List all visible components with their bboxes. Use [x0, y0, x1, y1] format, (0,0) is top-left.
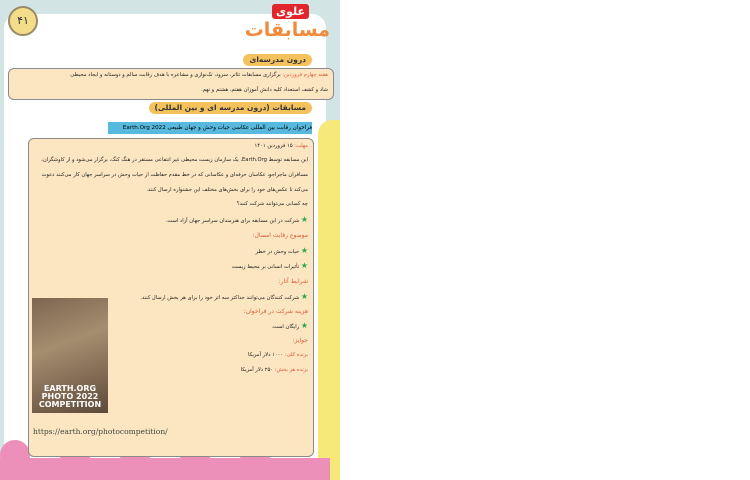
text-line: چه کسانی می‌توانند شرکت کنند؟	[236, 201, 308, 207]
bullet	[271, 321, 308, 330]
author-badge: علوی	[272, 4, 309, 19]
star-icon: ★	[300, 246, 308, 255]
page-number: ۴۱	[8, 6, 38, 36]
poster-line: PHOTO 2022	[41, 392, 99, 401]
text: شرکت کنندگان می‌توانند حداکثر سه اثر خود را برای هر بخش ارسال کنند.	[140, 295, 300, 301]
poster-line: COMPETITION	[38, 400, 102, 409]
label: شرایط آثار:	[278, 278, 308, 285]
label: برنده کلی:	[284, 352, 308, 358]
value: ۲۵۰ دلار آمریکا	[240, 367, 275, 373]
label: هفته چهارم فروردین:	[282, 72, 328, 78]
decor-wave	[0, 440, 30, 470]
competition-poster	[32, 298, 108, 413]
text: رایگان است.	[271, 324, 300, 330]
label: هزینه شرکت در فراخوان:	[243, 308, 308, 315]
text: شرکت در این مسابقه برای هنرمندان سراسر جهان آزاد است.	[165, 218, 300, 224]
document-page	[0, 0, 340, 480]
text: تأثیرات انسانی بر محیط زیست	[231, 264, 300, 270]
poster-line: EARTH.ORG	[43, 384, 97, 393]
decor-pink	[0, 458, 330, 480]
decor-yellow	[318, 120, 340, 480]
text: برگزاری مسابقات تئاتر، سرود، تک‌نوازی و مشاعره با هدف رقابت سالم و دوستانه و ایجاد محیطی	[70, 72, 283, 78]
bullet	[166, 215, 308, 224]
label: مهلت:	[294, 143, 308, 149]
page-title: مسابقات	[244, 19, 330, 41]
text: حیات وحش در خطر	[255, 249, 300, 255]
label: موضوع رقابت امسال:	[252, 232, 308, 239]
star-icon: ★	[300, 292, 308, 301]
prize	[241, 367, 308, 373]
label: برنده هر بخش:	[274, 367, 308, 373]
text-line: این مسابقه توسط Earth.Org، یک سازمان زیست محیطی غیر انتفاعی مستقر در هنگ کنگ، برگزار می‌شود و از کاوشگران،	[41, 157, 308, 163]
bullet	[140, 292, 308, 301]
star-icon: ★	[300, 215, 308, 224]
bullet	[256, 246, 308, 255]
competition-link[interactable]: https://earth.org/photocompetition/	[33, 427, 168, 436]
value: ۱۵ فروردین ۱۴۰۱	[254, 143, 295, 149]
star-icon: ★	[300, 261, 308, 270]
text-line: مسافران ماجراجو، عکاسان حرفه‌ای و عکاسانی که در خط مقدم حفاظت از حیات وحش در سراسر جهان کار می‌کنند دعوت	[41, 172, 308, 178]
section-heading: درون مدرسه‌ای	[243, 54, 312, 66]
prize	[248, 352, 308, 358]
value: ۱۰۰۰ دلار آمریکا	[248, 352, 285, 358]
deadline	[255, 143, 308, 149]
poster-text	[34, 385, 106, 409]
text-line	[70, 72, 328, 78]
star-icon: ★	[300, 321, 308, 330]
text-line: شاد و کشف استعداد کلیه دانش آموزان هفتم، هشتم و نهم.	[201, 87, 328, 93]
section-heading: مسابقات (درون مدرسه ای و بین المللی)	[149, 102, 313, 114]
text-line: می‌کند تا عکس‌های خود را برای بخش‌های مختلف این جشنواره ارسال کنند.	[146, 187, 308, 193]
label: جوایز:	[292, 337, 308, 344]
bullet	[232, 261, 308, 270]
call-banner: فراخوان رقابت بین المللی عکاسی حیات وحش و جهان طبیعی Earth.Org 2022	[108, 122, 312, 134]
